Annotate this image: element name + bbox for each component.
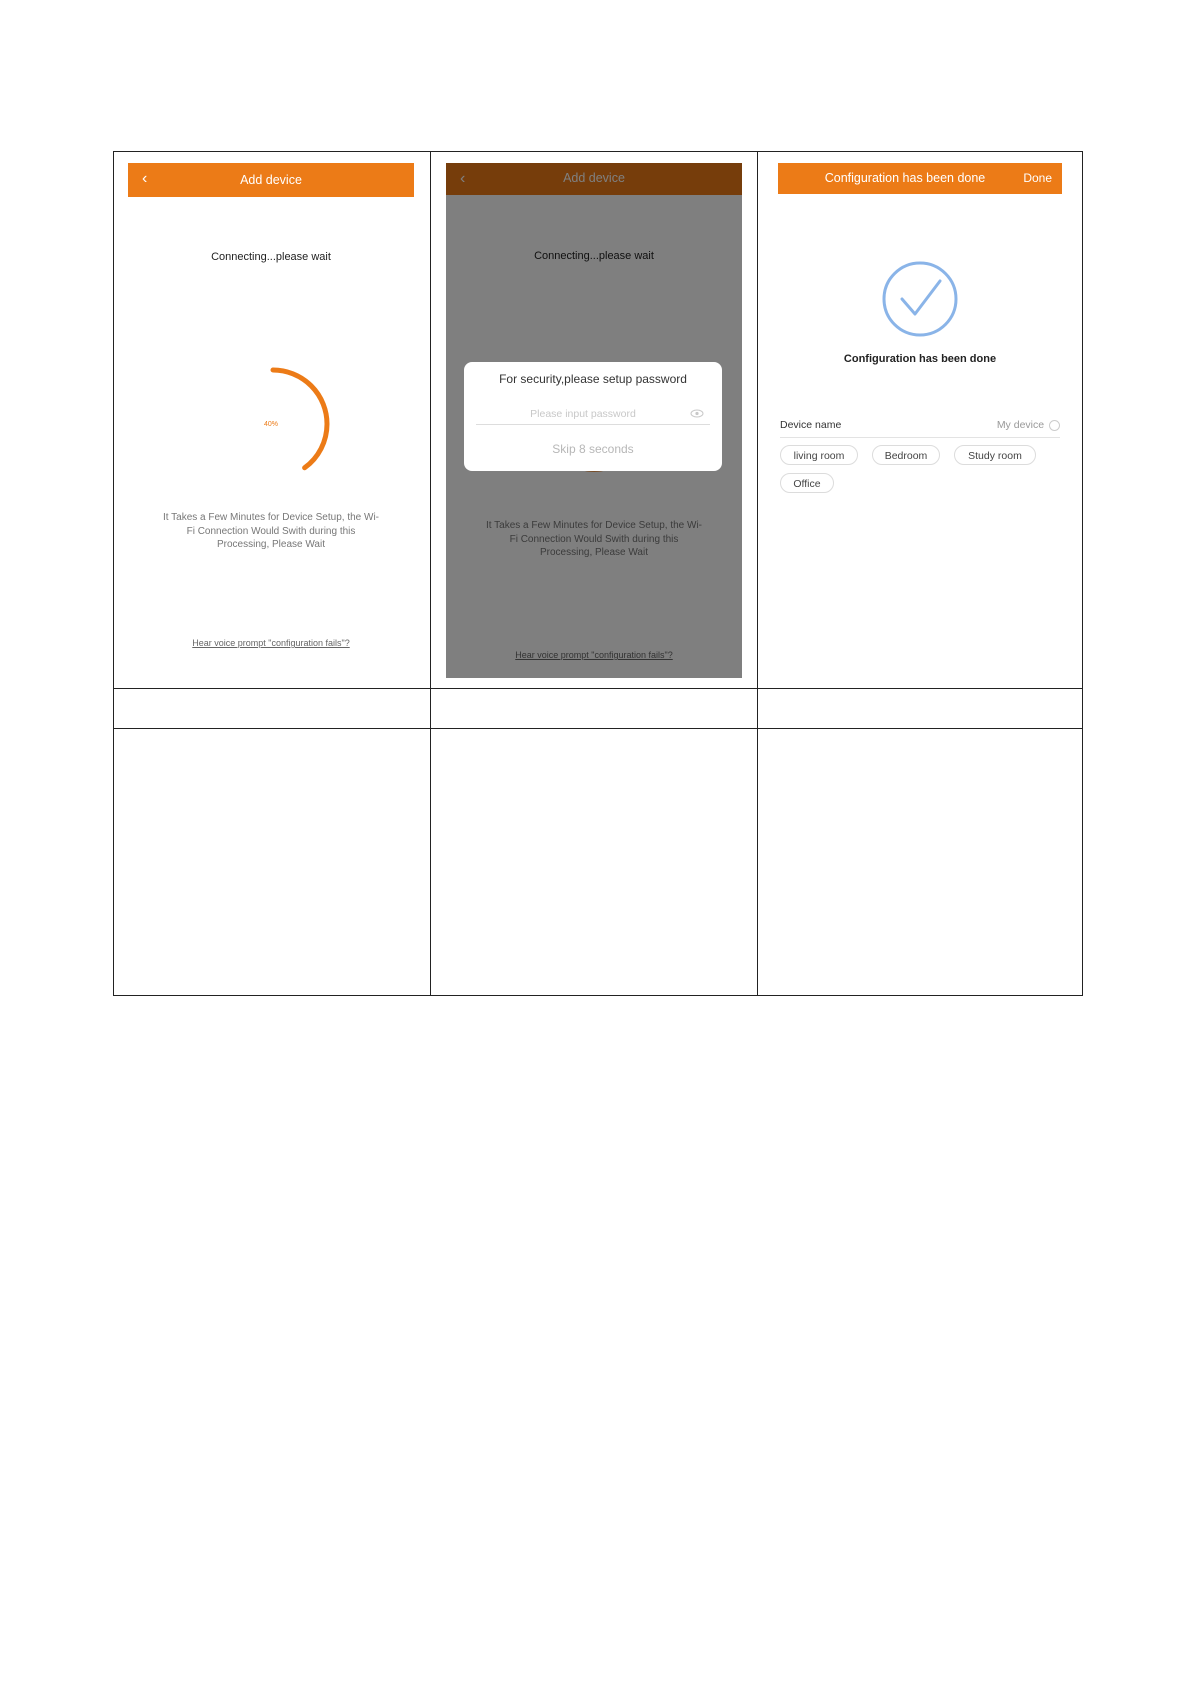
page-title: Configuration has been done [824, 171, 986, 185]
page-title: Add device [240, 173, 302, 187]
phone-screen-connecting [128, 163, 414, 679]
password-input[interactable] [476, 406, 710, 425]
device-name-row[interactable] [780, 415, 1060, 438]
progress-percent: 40% [264, 421, 279, 428]
device-name-text: My device [996, 419, 1045, 431]
done-button[interactable]: Done [1023, 171, 1052, 185]
password-placeholder: Please input password [530, 408, 636, 420]
clear-icon[interactable] [1049, 420, 1060, 431]
checkmark-circle-icon [880, 259, 960, 339]
table-column-divider [757, 152, 758, 995]
configuration-message: Configuration has been done [843, 353, 997, 365]
info-line: It Takes a Few Minutes for Device Setup, the Wi- [162, 512, 379, 523]
setup-info-text [128, 511, 414, 552]
dialog-title: For security,please setup password [499, 372, 687, 386]
table-row-divider [114, 688, 1082, 689]
header-bar [128, 163, 414, 197]
device-name-value [997, 419, 1060, 431]
phone-screen-password-dialog [446, 163, 742, 678]
phone-screen-configuration-done [778, 163, 1062, 679]
room-chip-office[interactable]: Office [780, 473, 834, 493]
table-column-divider [430, 152, 431, 995]
header-bar [778, 163, 1062, 194]
table-row-divider [114, 728, 1082, 729]
room-chip-living-room[interactable]: living room [780, 445, 858, 465]
device-name-label: Device name [780, 419, 842, 431]
eye-icon[interactable] [690, 409, 704, 418]
voice-prompt-link[interactable]: Hear voice prompt "configuration fails"? [192, 638, 350, 648]
info-line: Fi Connection Would Swith during this [186, 525, 356, 537]
info-line: Processing, Please Wait [216, 539, 325, 550]
room-chip-bedroom[interactable]: Bedroom [872, 445, 940, 465]
password-dialog [464, 362, 722, 471]
connecting-status: Connecting...please wait [211, 251, 331, 263]
room-chip-study-room[interactable]: Study room [954, 445, 1036, 465]
back-chevron-icon[interactable]: ‹ [142, 170, 148, 187]
skip-button[interactable]: Skip 8 seconds [552, 442, 634, 456]
